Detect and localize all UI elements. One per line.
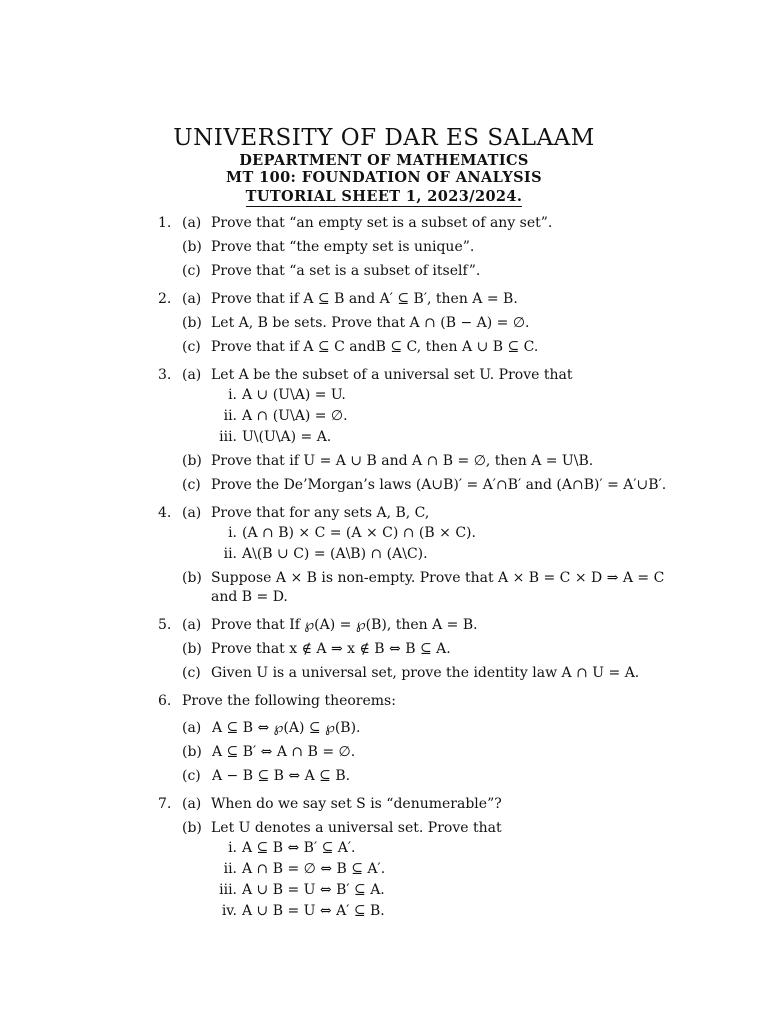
part-text: Prove that if U = A ∪ B and A ∩ B = ∅, then A = U\B.: [211, 453, 594, 469]
question-part: [182, 795, 688, 814]
subitem-label: i.: [228, 525, 237, 541]
question-part: [182, 290, 688, 309]
part-text: A ⊆ B ⇔ ℘(A) ⊆ ℘(B).: [212, 720, 361, 736]
part-label: (b): [182, 744, 202, 760]
part-label: (b): [182, 641, 202, 657]
part-label: (c): [182, 477, 201, 493]
subitem-text: (A ∩ B) × C = (A × C) ∩ (B × C).: [242, 525, 476, 541]
question: [158, 692, 688, 786]
part-label: (a): [182, 796, 202, 812]
part-label: (a): [182, 505, 202, 521]
part-text: Prove that x ∉ A ⇒ x ∉ B ⇔ B ⊆ A.: [211, 641, 451, 657]
subitem: [211, 881, 688, 900]
subitem-list: [211, 386, 688, 447]
question-part: [182, 664, 688, 683]
question: [158, 504, 688, 607]
question-part: [182, 719, 688, 738]
part-label: (c): [182, 339, 201, 355]
part-text: Given U is a universal set, prove the identity law A ∩ U = A.: [211, 665, 640, 681]
subitem-text: A ∩ B = ∅ ⇔ B ⊆ A′.: [242, 861, 386, 877]
subitem: [211, 545, 688, 564]
subitem-label: iv.: [221, 903, 237, 919]
question-part: [182, 338, 688, 357]
question-number: 7.: [158, 796, 172, 812]
subitem-label: iii.: [219, 429, 237, 445]
course-title: MT 100: FOUNDATION OF ANALYSIS: [226, 169, 542, 186]
question-part: [182, 616, 688, 635]
question-part: [182, 819, 688, 921]
question-number: 4.: [158, 505, 172, 521]
subitem: [211, 902, 688, 921]
subitem: [211, 839, 688, 858]
subitem: [211, 386, 688, 405]
question-part: [182, 476, 688, 495]
subitem: [211, 407, 688, 426]
question: [158, 795, 688, 921]
part-text: Prove the De’Morgan’s laws (A∪B)′ = A′∩B′ and (A∩B)′ = A′∪B′.: [211, 477, 667, 493]
part-text: Prove that “a set is a subset of itself”.: [211, 263, 481, 279]
part-text: A ⊆ B′ ⇔ A ∩ B = ∅.: [212, 744, 356, 760]
question-part: [182, 452, 688, 471]
question-part: [182, 366, 688, 447]
part-label: (b): [182, 315, 202, 331]
subitem-list: [211, 524, 688, 564]
part-text: Prove that for any sets A, B, C,: [211, 505, 430, 521]
subitem-label: iii.: [219, 882, 237, 898]
part-text: A − B ⊆ B ⇔ A ⊆ B.: [212, 768, 351, 784]
subitem-label: ii.: [223, 408, 237, 424]
part-label: (b): [182, 453, 202, 469]
question-number: 3.: [158, 367, 172, 383]
question: [158, 366, 688, 495]
part-text: Prove that If ℘(A) = ℘(B), then A = B.: [211, 617, 478, 633]
question: [158, 214, 688, 281]
questions-list: [158, 214, 688, 930]
subitem-list: [211, 839, 688, 921]
part-text: Prove that “an empty set is a subset of any set”.: [211, 215, 553, 231]
part-label: (a): [182, 367, 202, 383]
part-label: (a): [182, 215, 202, 231]
subitem-label: ii.: [223, 546, 237, 562]
part-text: When do we say set S is “denumerable”?: [211, 796, 502, 812]
part-label: (b): [182, 820, 202, 836]
subitem-label: i.: [228, 387, 237, 403]
part-text: Prove that if A ⊆ B and A′ ⊆ B′, then A = B.: [211, 291, 518, 307]
question-intro: Prove the following theorems:: [182, 693, 396, 709]
part-label: (c): [182, 665, 201, 681]
subitem: [211, 860, 688, 879]
subitem-text: A ∪ (U\A) = U.: [242, 387, 346, 403]
subitem-text: A ∪ B = U ⇔ A′ ⊆ B.: [242, 903, 385, 919]
university-name: UNIVERSITY OF DAR ES SALAAM: [173, 125, 595, 151]
question-part: [182, 504, 688, 564]
subitem-text: A\(B ∪ C) = (A\B) ∩ (A\C).: [242, 546, 428, 562]
question-number: 6.: [158, 693, 172, 709]
part-label: (a): [182, 720, 202, 736]
part-text: Prove that if A ⊆ C andB ⊆ C, then A ∪ B ⊆ C.: [211, 339, 539, 355]
question: [158, 290, 688, 357]
subitem-label: ii.: [223, 861, 237, 877]
subitem-text: U\(U\A) = A.: [242, 429, 332, 445]
part-label: (c): [182, 263, 201, 279]
part-label: (b): [182, 239, 202, 255]
part-text: Let A be the subset of a universal set U. Prove that: [211, 367, 573, 383]
part-label: (b): [182, 570, 202, 586]
question-part: [182, 743, 688, 762]
question-part: [182, 314, 688, 333]
subitem-text: A ∩ (U\A) = ∅.: [242, 408, 348, 424]
part-text: Let A, B be sets. Prove that A ∩ (B − A) = ∅.: [211, 315, 530, 331]
sheet-title: TUTORIAL SHEET 1, 2023/2024.: [245, 188, 523, 205]
subitem: [211, 428, 688, 447]
question-number: 2.: [158, 291, 172, 307]
part-text: Prove that “the empty set is unique”.: [211, 239, 475, 255]
subitem-text: A ⊆ B ⇔ B′ ⊆ A′.: [242, 840, 356, 856]
question-part: [182, 262, 688, 281]
document-header: [0, 124, 768, 207]
question-number: 1.: [158, 215, 172, 231]
part-text: Let U denotes a universal set. Prove that: [211, 820, 502, 836]
subitem: [211, 524, 688, 543]
part-text: Suppose A × B is non-empty. Prove that A × B = C × D ⇒ A = C and B = D.: [211, 570, 665, 605]
question-part: [182, 767, 688, 786]
question-part: [182, 640, 688, 659]
question: [158, 616, 688, 683]
question-part: [182, 569, 688, 607]
part-label: (a): [182, 617, 202, 633]
subitem-text: A ∪ B = U ⇔ B′ ⊆ A.: [242, 882, 385, 898]
department-name: DEPARTMENT OF MATHEMATICS: [239, 152, 529, 169]
part-label: (a): [182, 291, 202, 307]
question-number: 5.: [158, 617, 172, 633]
part-label: (c): [182, 768, 201, 784]
subitem-label: i.: [228, 840, 237, 856]
question-part: [182, 238, 688, 257]
question-part: [182, 214, 688, 233]
